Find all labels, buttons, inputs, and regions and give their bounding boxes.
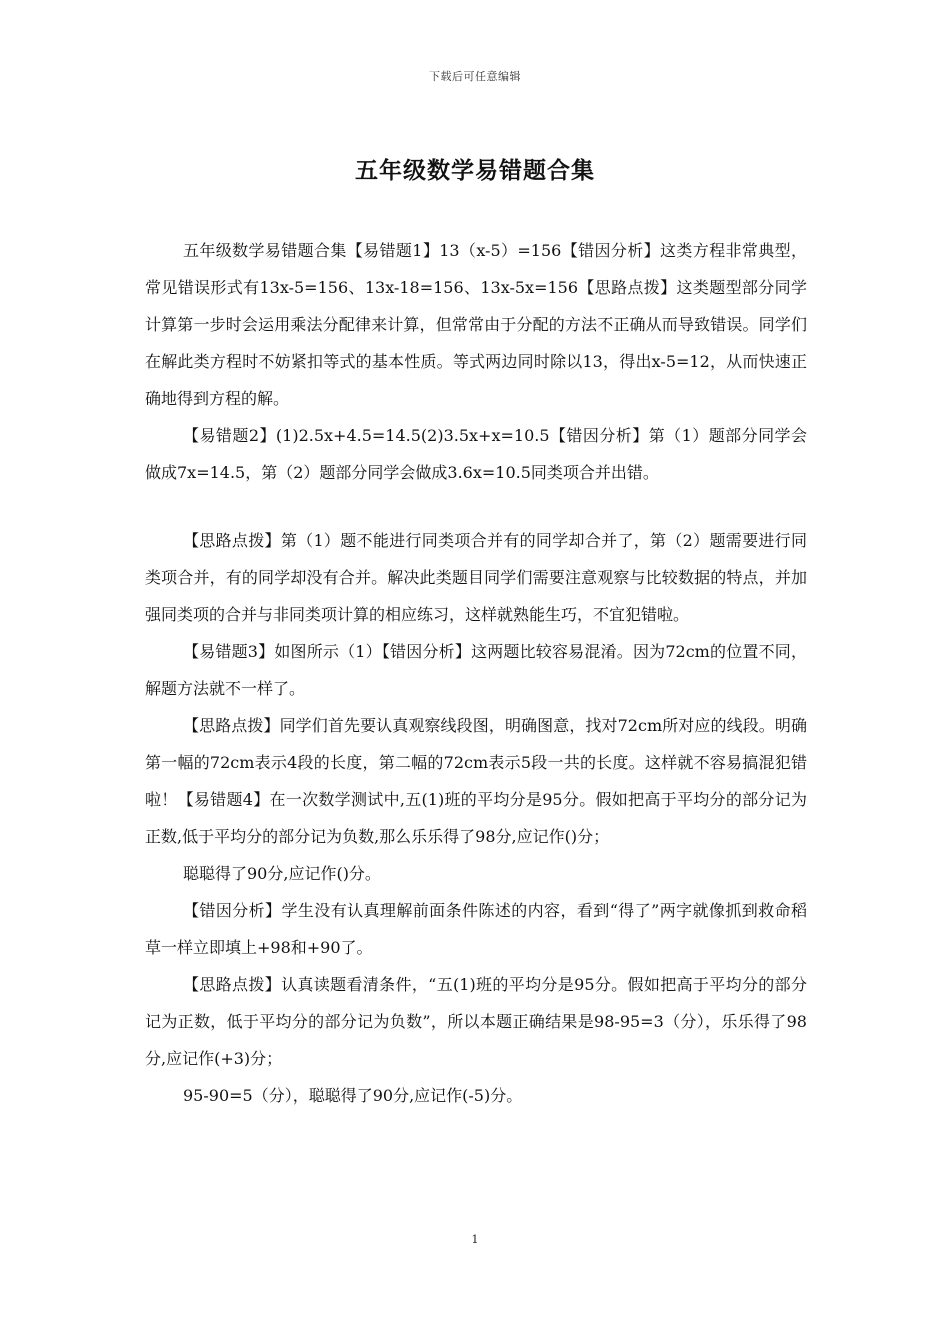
paragraph-9: 95-90=5（分），聪聪得了90分,应记作(-5)分。 [183,1086,523,1105]
paragraph-1: 五年级数学易错题合集【易错题1】13（x-5）=156【错因分析】这类方程非常典型，常见错误形式有13x-5=156、13x-18=156、13x-5x=156【思路点拨】这类题型部分同学计算第一步时会运用乘法分配律来计算，但常常由于分配的方法不正确从而导致错误。同学们在解此类方程时不妨紧扣等式的基本性质。等式两边同时除以13，得出x-5=12，从而快速正确地得到方程的解。 [145,241,807,408]
document-title: 五年级数学易错题合集 [355,157,595,184]
paragraph-4: 【易错题3】如图所示（1）【错因分析】这两题比较容易混淆。因为72cm的位置不同，解题方法就不一样了。 [145,642,807,698]
paragraph-8: 【思路点拨】认真读题看清条件，“五(1)班的平均分是95分。假如把高于平均分的部分记为正数，低于平均分的部分记为负数”，所以本题正确结果是98-95=3（分），乐乐得了98分,应记作(+3)分； [145,975,807,1068]
page-number: 1 [471,1233,479,1246]
paragraph-6: 聪聪得了90分,应记作()分。 [183,864,381,883]
paragraph-3: 【思路点拨】第（1）题不能进行同类项合并有的同学却合并了，第（2）题需要进行同类项合并，有的同学却没有合并。解决此类题目同学们需要注意观察与比较数据的特点，并加强同类项的合并与非同类项计算的相应练习，这样就熟能生巧，不宜犯错啦。 [145,531,807,624]
paragraph-2: 【易错题2】(1)2.5x+4.5=14.5(2)3.5x+x=10.5【错因分析】第（1）题部分同学会做成7x=14.5，第（2）题部分同学会做成3.6x=10.5同类项合并出错。 [145,426,807,482]
paragraph-5: 【思路点拨】同学们首先要认真观察线段图，明确图意，找对72cm所对应的线段。明确第一幅的72cm表示4段的长度，第二幅的72cm表示5段一共的长度。这样就不容易搞混犯错啦！【易错题4】在一次数学测试中,五(1)班的平均分是95分。假如把高于平均分的部分记为正数,低于平均分的部分记为负数,那么乐乐得了98分,应记作()分； [145,716,807,846]
header-note: 下载后可任意编辑 [429,70,521,83]
document-body [145,232,807,1114]
paragraph-7: 【错因分析】学生没有认真理解前面条件陈述的内容，看到“得了”两字就像抓到救命稻草一样立即填上+98和+90了。 [145,901,807,957]
